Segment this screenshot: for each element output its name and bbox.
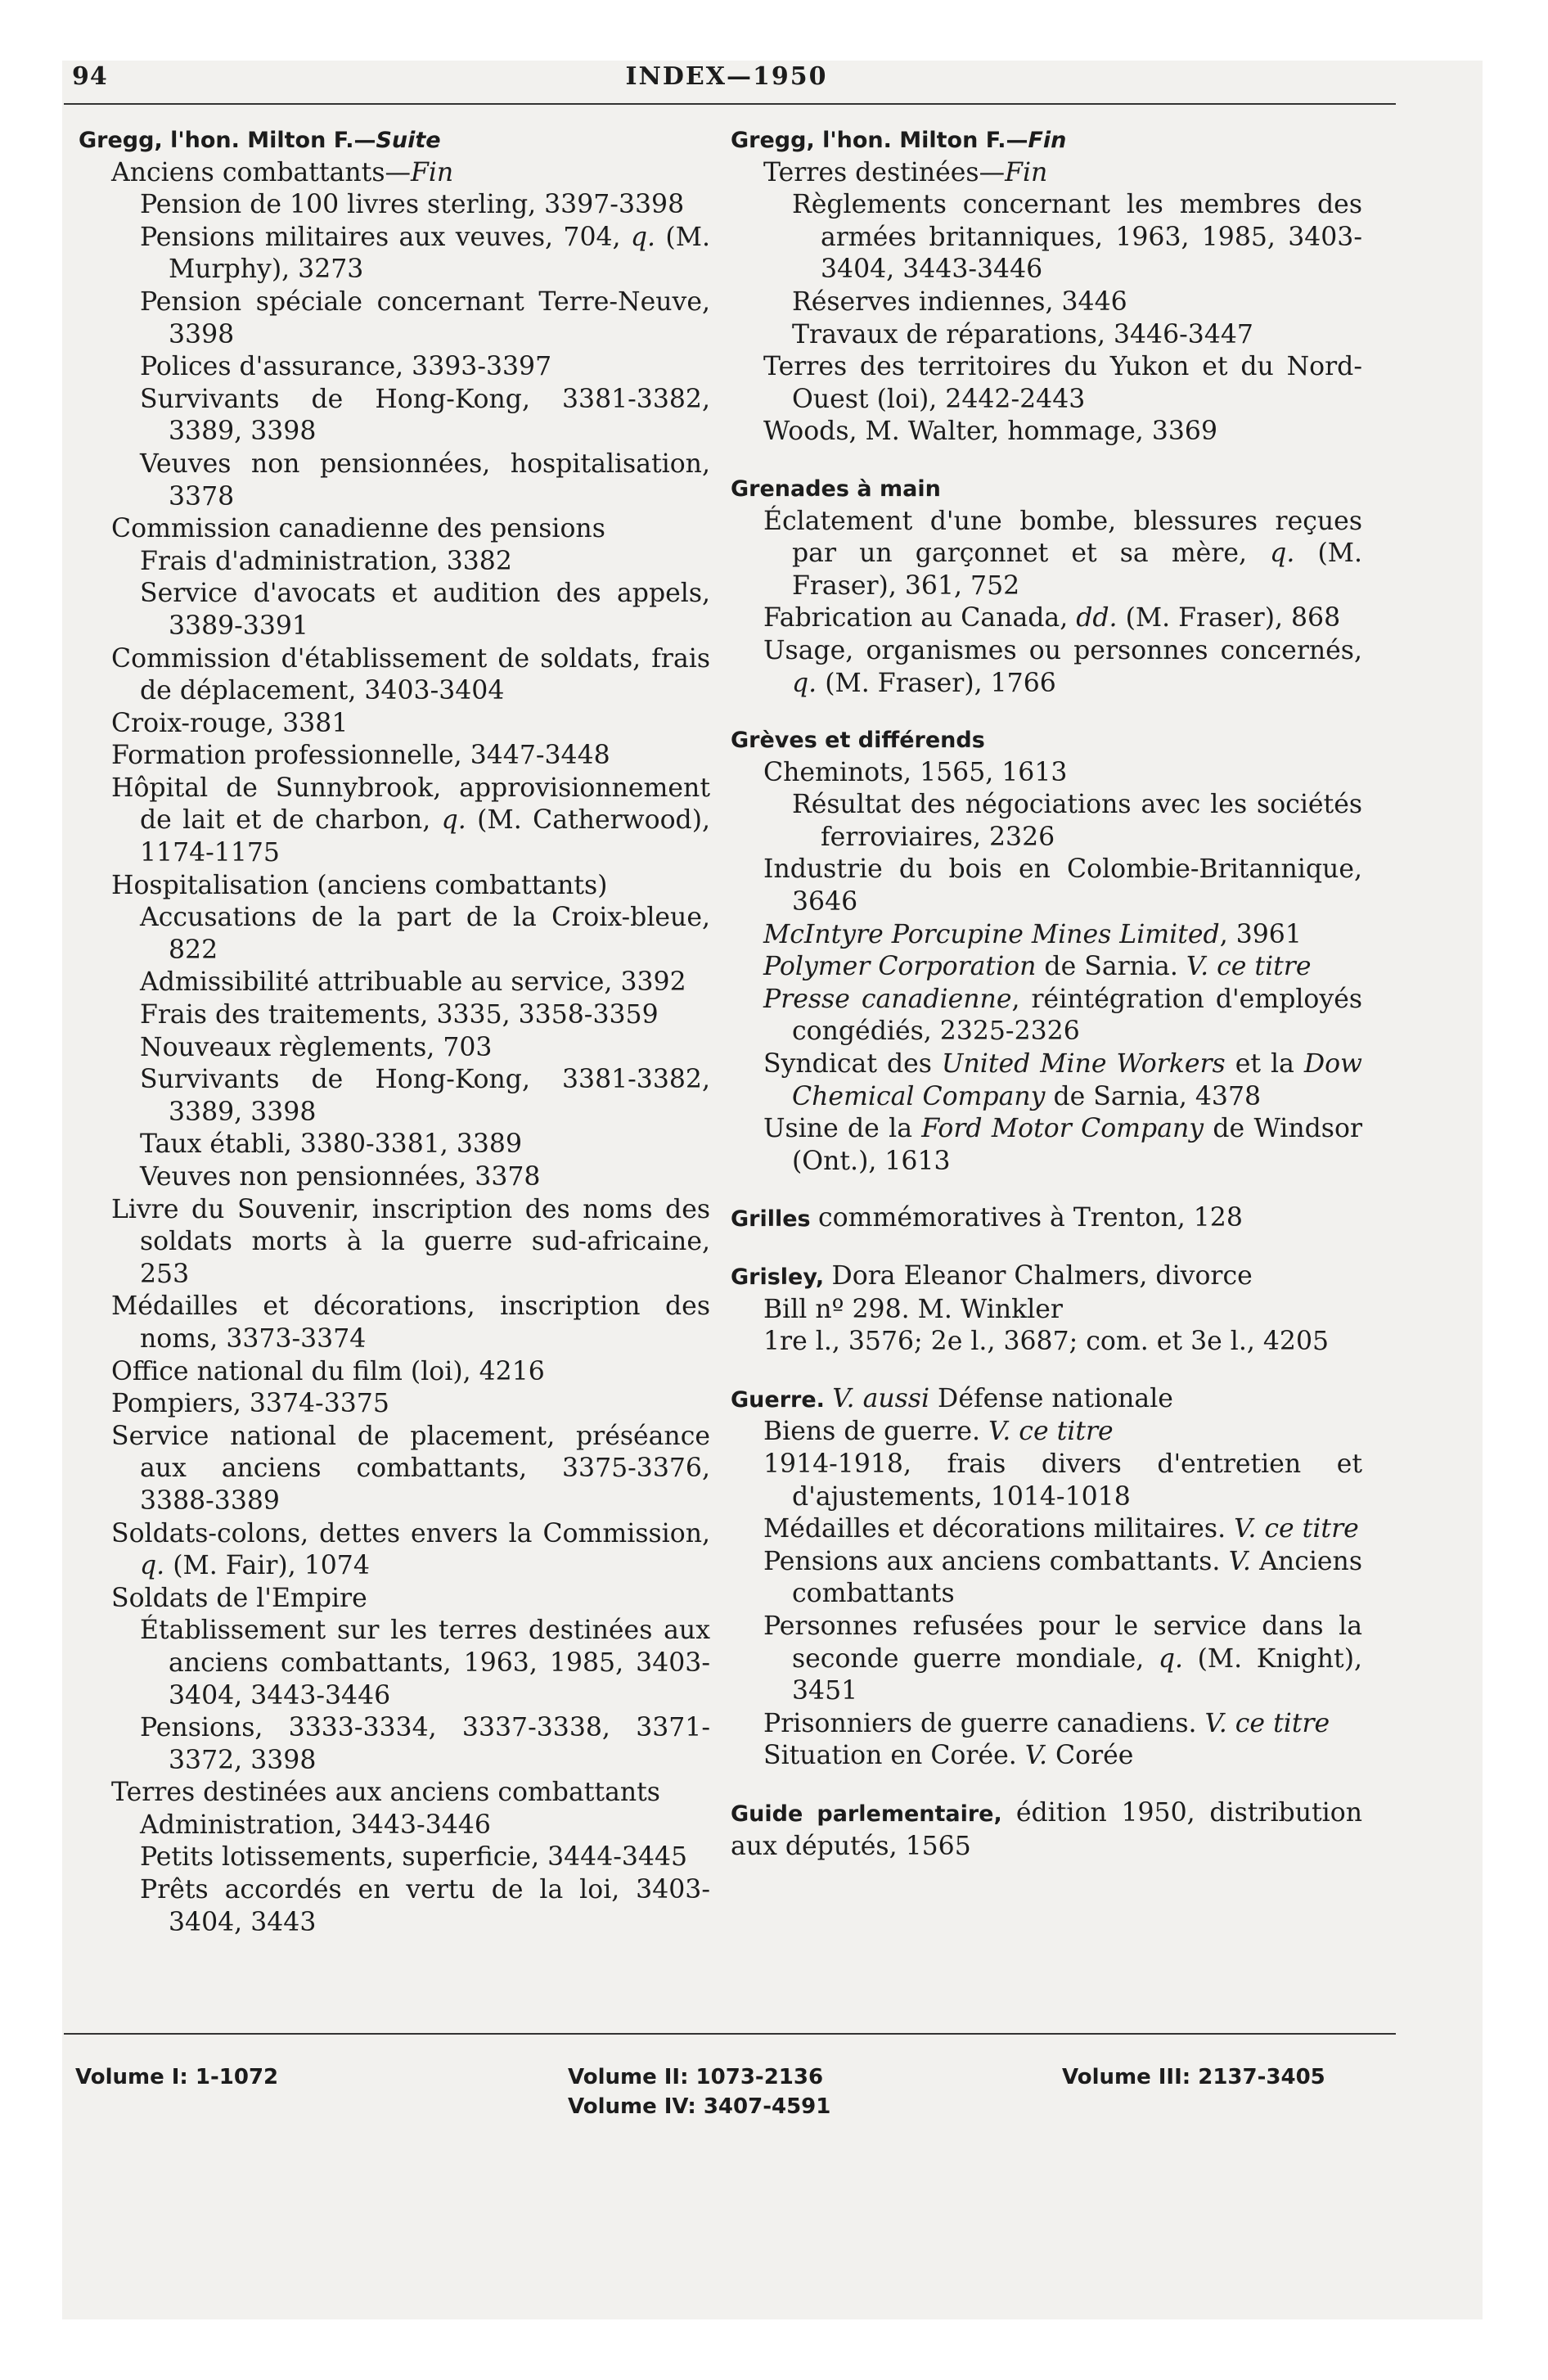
index-entry: Polices d'assurance, 3393-3397	[140, 352, 552, 382]
index-entry: Syndicat des United Mine Workers et la Dow Chemical Company de Sarnia, 4378	[763, 1049, 1363, 1111]
header-rule	[64, 103, 1396, 105]
index-entry: Office national du film (loi), 4216	[111, 1356, 545, 1386]
index-entry: Croix-rouge, 3381	[111, 708, 349, 738]
index-entry: Pension de 100 livres sterling, 3397-3398	[140, 190, 685, 220]
index-entry: Presse canadienne, réintégration d'employés congédiés, 2325-2326	[763, 984, 1362, 1047]
index-column-left	[79, 124, 710, 1939]
index-entry: Woods, M. Walter, hommage, 3369	[763, 417, 1217, 447]
index-entry: Prisonniers de guerre canadiens. V. ce titre	[763, 1708, 1330, 1738]
index-entry: Règlements concernant les membres des armées britanniques, 1963, 1985, 3403-3404, 3443-3446	[792, 190, 1362, 285]
index-entry: 1re l., 3576; 2e l., 3687; com. et 3e l., 4205	[763, 1327, 1330, 1357]
index-entry: Veuves non pensionnées, hospitalisation, 3378	[140, 449, 710, 512]
index-entry: Terres des territoires du Yukon et du Nord-Ouest (loi), 2442-2443	[763, 352, 1362, 414]
index-entry: Terres destinées—Fin	[763, 157, 1048, 187]
index-heading: Gregg, l'hon. Milton F.—Fin	[731, 128, 1067, 153]
footer-volume-4-label: Volume IV: 3407-4591	[568, 2094, 831, 2119]
index-entry: Livre du Souvenir, inscription des noms des soldats morts à la guerre sud-africaine, 253	[111, 1194, 710, 1289]
index-entry: Anciens combattants—Fin	[111, 157, 454, 187]
index-entry: Médailles et décorations militaires. V. ce titre	[763, 1514, 1359, 1544]
index-entry: Service d'avocats et audition des appels, 3389-3391	[140, 579, 710, 641]
footer-volume-3-label: Volume III: 2137-3405	[1062, 2065, 1325, 2089]
index-entry: Réserves indiennes, 3446	[792, 286, 1127, 317]
index-entry: Veuves non pensionnées, 3378	[140, 1162, 541, 1192]
index-heading: Grèves et différends	[731, 728, 985, 754]
index-heading: Grisley, Dora Eleanor Chalmers, divorce	[731, 1261, 1253, 1291]
footer-volume-3	[1062, 2062, 1325, 2092]
footer-volume-2-4	[568, 2062, 830, 2121]
index-entry: Pensions aux anciens combattants. V. Anciens combattants	[763, 1546, 1362, 1609]
index-entry: Survivants de Hong-Kong, 3381-3382, 3389, 3398	[140, 384, 710, 447]
index-entry: Service national de placement, préséance aux anciens combattants, 3375-3376, 3388-3389	[111, 1421, 710, 1516]
index-entry: Terres destinées aux anciens combattants	[111, 1778, 660, 1808]
index-entry: Situation en Corée. V. Corée	[763, 1741, 1134, 1771]
index-entry: Survivants de Hong-Kong, 3381-3382, 3389, 3398	[140, 1065, 710, 1127]
index-entry: Soldats-colons, dettes envers la Commission, q. (M. Fair), 1074	[111, 1518, 710, 1581]
index-entry: Usage, organismes ou personnes concernés, q. (M. Fraser), 1766	[763, 635, 1362, 698]
index-entry: Établissement sur les terres destinées aux anciens combattants, 1963, 1985, 3403-3404, 3443-3446	[140, 1616, 710, 1711]
index-entry: Petits lotissements, superficie, 3444-3445	[140, 1842, 688, 1873]
index-entry: Pompiers, 3374-3375	[111, 1389, 389, 1419]
index-entry: Pensions militaires aux veuves, 704, q. (M. Murphy), 3273	[140, 222, 710, 285]
footer-volume-1	[75, 2062, 278, 2092]
index-entry: Accusations de la part de la Croix-bleue, 822	[140, 903, 710, 965]
index-entry: Fabrication au Canada, dd. (M. Fraser), 868	[763, 603, 1341, 633]
index-heading: Guerre. V. aussi Défense nationale	[731, 1383, 1173, 1413]
index-entry: Biens de guerre. V. ce titre	[763, 1417, 1114, 1447]
index-entry: Hôpital de Sunnybrook, approvisionnement de lait et de charbon, q. (M. Catherwood), 1174-1175	[111, 773, 711, 868]
index-entry: Hospitalisation (anciens combattants)	[111, 870, 608, 900]
index-heading: Grilles commémoratives à Trenton, 128	[731, 1203, 1243, 1233]
index-entry: Médailles et décorations, inscription des noms, 3373-3374	[111, 1291, 710, 1354]
index-entry: McIntyre Porcupine Mines Limited, 3961	[763, 919, 1302, 949]
index-entry: Polymer Corporation de Sarnia. V. ce titre	[763, 952, 1312, 982]
page-number: 94	[72, 62, 108, 91]
index-entry: Administration, 3443-3446	[140, 1810, 491, 1840]
footer-volume-1-label: Volume I: 1-1072	[75, 2065, 279, 2089]
index-entry: Pension spéciale concernant Terre-Neuve, 3398	[140, 286, 710, 349]
index-entry: 1914-1918, frais divers d'entretien et d'ajustements, 1014-1018	[763, 1449, 1362, 1512]
index-entry: Cheminots, 1565, 1613	[763, 757, 1068, 787]
index-entry: Éclatement d'une bombe, blessures reçues par un garçonnet et sa mère, q. (M. Fraser), 361, 752	[763, 506, 1363, 601]
footer-rule	[64, 2033, 1396, 2035]
index-entry: Formation professionnelle, 3447-3448	[111, 741, 610, 771]
index-entry: Commission canadienne des pensions	[111, 514, 605, 544]
index-entry: Industrie du bois en Colombie-Britannique, 3646	[763, 854, 1362, 917]
index-entry: Frais d'administration, 3382	[140, 546, 512, 576]
page-header	[64, 62, 1389, 98]
index-entry: Personnes refusées pour le service dans la seconde guerre mondiale, q. (M. Knight), 3451	[763, 1611, 1362, 1706]
index-entry: Frais des traitements, 3335, 3358-3359	[140, 1000, 659, 1030]
footer-volume-2-label: Volume II: 1073-2136	[568, 2065, 824, 2089]
index-heading: Grenades à main	[731, 476, 941, 502]
index-entry: Usine de la Ford Motor Company de Windsor (Ont.), 1613	[763, 1114, 1362, 1176]
index-entry: Bill nº 298. M. Winkler	[763, 1294, 1063, 1324]
index-column-right	[731, 124, 1362, 1864]
index-heading: Guide parlementaire, édition 1950, distribution aux députés, 1565	[731, 1797, 1362, 1861]
index-entry: Taux établi, 3380-3381, 3389	[140, 1129, 522, 1160]
index-entry: Prêts accordés en vertu de la loi, 3403-3404, 3443	[140, 1875, 710, 1937]
index-entry: Commission d'établissement de soldats, frais de déplacement, 3403-3404	[111, 643, 710, 706]
index-entry: Soldats de l'Empire	[111, 1583, 367, 1613]
index-entry: Admissibilité attribuable au service, 3392	[140, 967, 686, 998]
index-entry: Travaux de réparations, 3446-3447	[792, 319, 1253, 349]
index-entry: Nouveaux règlements, 703	[140, 1032, 493, 1062]
index-entry: Pensions, 3333-3334, 3337-3338, 3371-3372, 3398	[140, 1713, 710, 1775]
index-entry: Résultat des négociations avec les sociétés ferroviaires, 2326	[792, 790, 1362, 852]
index-heading: Gregg, l'hon. Milton F.—Suite	[79, 128, 441, 153]
page-title: INDEX—1950	[625, 62, 828, 91]
